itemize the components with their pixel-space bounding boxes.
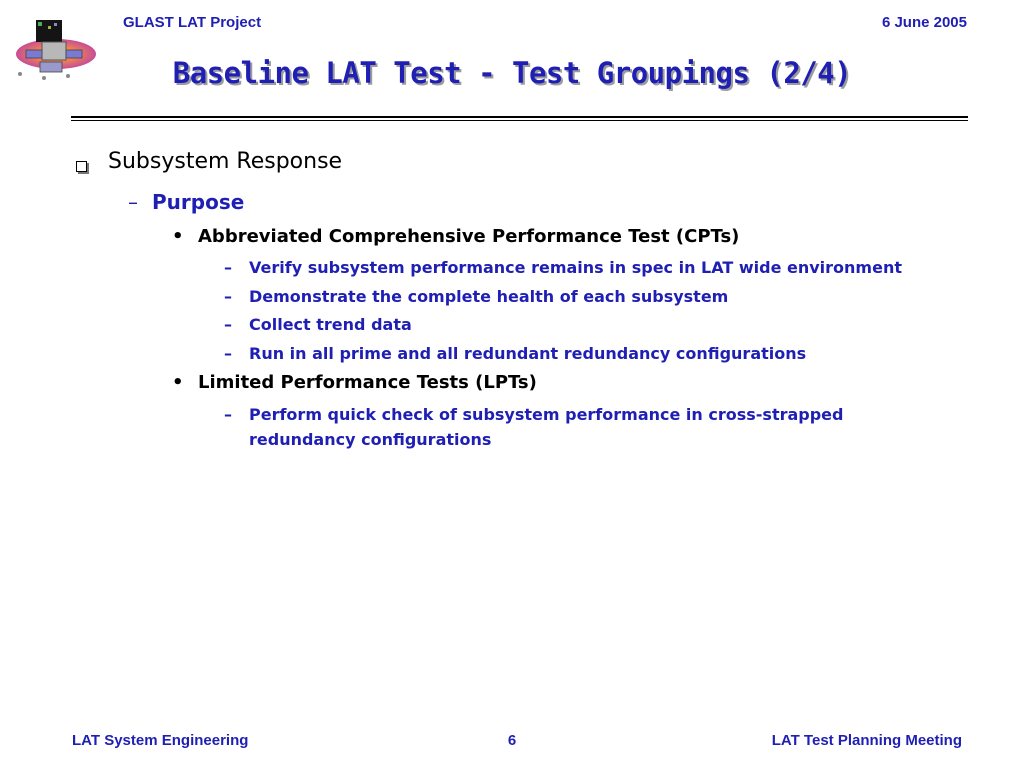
dash-bullet-icon: – <box>224 258 232 277</box>
footer-right: LAT Test Planning Meeting <box>771 732 962 749</box>
slide-title: Baseline LAT Test - Test Groupings (2/4) <box>172 56 852 90</box>
footer-left: LAT System Engineering <box>72 732 249 749</box>
dot-bullet-icon: • <box>172 372 184 393</box>
dash-bullet-icon: – <box>224 315 232 334</box>
dash-bullet-icon: – <box>224 405 232 424</box>
group-label: Limited Performance Tests (LPTs) <box>198 372 537 393</box>
square-bullet-icon <box>76 157 87 176</box>
list-item: Demonstrate the complete health of each subsystem <box>249 287 729 306</box>
list-item: Verify subsystem performance remains in spec in LAT wide environment <box>249 258 902 277</box>
sub-heading: Purpose <box>152 190 245 214</box>
bullet-heading: Subsystem Response <box>108 149 343 174</box>
header-date: 6 June 2005 <box>881 14 967 31</box>
dash-bullet-icon: – <box>224 344 232 363</box>
dot-bullet-icon: • <box>172 226 184 247</box>
title-rule-thin <box>71 120 968 121</box>
header-project: GLAST LAT Project <box>123 14 262 31</box>
dash-bullet-icon: – <box>224 287 232 306</box>
list-item: Collect trend data <box>249 315 412 334</box>
list-item: Run in all prime and all redundant redundancy configurations <box>249 344 807 363</box>
dash-bullet-icon: – <box>128 190 138 214</box>
title-rule <box>71 116 968 118</box>
group-label: Abbreviated Comprehensive Performance Test (CPTs) <box>198 226 740 247</box>
page-number: 6 <box>507 732 517 749</box>
list-item: Perform quick check of subsystem performance in cross-strapped redundancy configurations <box>249 405 844 449</box>
